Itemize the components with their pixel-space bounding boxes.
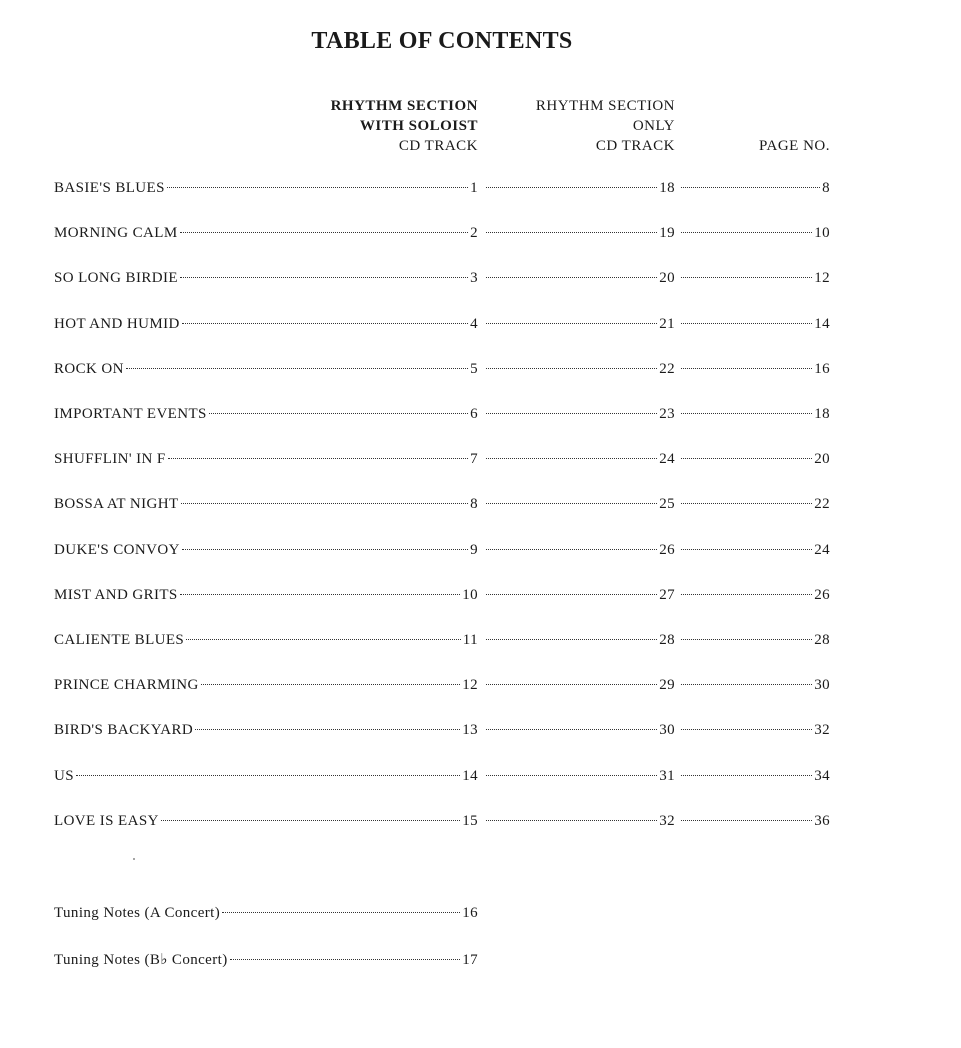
page-number-entry <box>679 496 830 513</box>
soloist-track-entry <box>54 180 478 197</box>
soloist-track-entry <box>54 451 478 468</box>
dot-leader <box>180 594 461 595</box>
number-value: 14 <box>462 768 478 784</box>
list-item <box>54 361 830 383</box>
dot-leader <box>681 820 812 821</box>
number-value: 3 <box>470 270 478 286</box>
soloist-track-entry <box>54 587 478 604</box>
tune-title: US <box>54 768 74 784</box>
page-number-entry <box>679 768 830 785</box>
tune-title: IMPORTANT EVENTS <box>54 406 207 422</box>
number-value: 32 <box>814 722 830 738</box>
dot-leader <box>681 775 812 776</box>
number-value: 27 <box>659 587 675 603</box>
rhythm-track-entry <box>484 316 675 333</box>
dot-leader <box>681 684 812 685</box>
number-value: 29 <box>659 677 675 693</box>
rhythm-track-entry <box>484 632 675 649</box>
rhythm-track-entry <box>484 451 675 468</box>
dot-leader <box>681 187 820 188</box>
header-with-soloist-line3: CD TRACK <box>398 138 478 154</box>
page-number-entry <box>679 180 830 197</box>
number-value: 26 <box>814 587 830 603</box>
rhythm-track-entry <box>484 677 675 694</box>
rhythm-track-entry <box>484 722 675 739</box>
number-value: 20 <box>814 451 830 467</box>
tune-title: BASIE'S BLUES <box>54 180 165 196</box>
dot-leader <box>681 729 812 730</box>
list-item <box>54 813 830 835</box>
header-with-soloist-line1: RHYTHM SECTION <box>330 98 478 114</box>
header-with-soloist <box>280 96 478 156</box>
list-item <box>54 677 830 699</box>
soloist-track-entry <box>54 813 478 830</box>
number-value: 28 <box>814 632 830 648</box>
tune-title: MIST AND GRITS <box>54 587 178 603</box>
tune-title: Tuning Notes (B♭ Concert) <box>54 952 228 968</box>
number-value: 36 <box>814 813 830 829</box>
list-item <box>54 225 830 247</box>
dot-leader <box>201 684 460 685</box>
page-number-entry <box>679 225 830 242</box>
header-rhythm-only-line1: RHYTHM SECTION <box>535 98 675 114</box>
number-value: 14 <box>814 316 830 332</box>
dot-leader <box>486 684 657 685</box>
number-value: 12 <box>814 270 830 286</box>
rhythm-track-entry <box>484 270 675 287</box>
soloist-track-entry <box>54 768 478 785</box>
dot-leader <box>681 413 812 414</box>
soloist-track-entry <box>54 542 478 559</box>
tune-title: CALIENTE BLUES <box>54 632 185 648</box>
number-value: 19 <box>659 225 675 241</box>
list-item <box>54 270 830 292</box>
list-item <box>54 496 830 518</box>
dot-leader <box>182 323 468 324</box>
number-value: 16 <box>462 905 478 921</box>
number-value: 17 <box>462 952 478 968</box>
number-value: 34 <box>814 768 830 784</box>
dot-leader <box>486 503 657 504</box>
header-rhythm-only-line3: CD TRACK <box>595 138 675 154</box>
dot-leader <box>681 503 812 504</box>
header-page-no <box>700 136 830 156</box>
page-number-entry <box>679 361 830 378</box>
dot-leader <box>486 820 657 821</box>
dot-leader <box>486 775 657 776</box>
number-value: 10 <box>462 587 478 603</box>
rhythm-track-entry <box>484 496 675 513</box>
tune-title: HOT AND HUMID <box>54 316 180 332</box>
soloist-track-entry <box>54 632 478 649</box>
page-number-entry <box>679 270 830 287</box>
number-value: 22 <box>659 361 675 377</box>
tune-title: Tuning Notes (A Concert) <box>54 905 221 921</box>
list-item <box>54 542 830 564</box>
page-number-entry <box>679 587 830 604</box>
number-value: 21 <box>659 316 675 332</box>
number-value: 30 <box>659 722 675 738</box>
tune-title: SHUFFLIN' IN F <box>54 451 166 467</box>
dot-leader <box>486 549 657 550</box>
dot-leader <box>486 187 657 188</box>
number-value: 31 <box>659 768 675 784</box>
rhythm-track-entry <box>484 768 675 785</box>
tune-title: BOSSA AT NIGHT <box>54 496 179 512</box>
stray-mark <box>133 858 135 860</box>
page-number-entry <box>679 813 830 830</box>
soloist-track-entry <box>54 225 478 242</box>
number-value: 1 <box>470 180 478 196</box>
dot-leader <box>486 594 657 595</box>
dot-leader <box>161 820 460 821</box>
page-number-entry <box>679 677 830 694</box>
number-value: 30 <box>814 677 830 693</box>
dot-leader <box>486 458 657 459</box>
soloist-track-entry <box>54 270 478 287</box>
list-item <box>54 768 830 790</box>
page-number-entry <box>679 542 830 559</box>
rhythm-track-entry <box>484 361 675 378</box>
dot-leader <box>180 232 469 233</box>
dot-leader <box>486 368 657 369</box>
header-rhythm-only-line2: ONLY <box>632 118 675 134</box>
number-value: 10 <box>814 225 830 241</box>
number-value: 5 <box>470 361 478 377</box>
dot-leader <box>180 277 468 278</box>
number-value: 8 <box>470 496 478 512</box>
soloist-track-entry <box>54 316 478 333</box>
dot-leader <box>681 594 812 595</box>
number-value: 28 <box>659 632 675 648</box>
page-number-entry <box>679 316 830 333</box>
header-rhythm-only <box>480 96 675 156</box>
number-value: 18 <box>814 406 830 422</box>
page-number-entry <box>679 406 830 423</box>
dot-leader <box>681 368 812 369</box>
list-item <box>54 180 830 202</box>
tune-title: SO LONG BIRDIE <box>54 270 178 286</box>
number-value: 8 <box>822 180 830 196</box>
page-title: TABLE OF CONTENTS <box>311 28 573 54</box>
number-value: 15 <box>462 813 478 829</box>
rhythm-track-entry <box>484 813 675 830</box>
dot-leader <box>195 729 460 730</box>
tune-title: LOVE IS EASY <box>54 813 159 829</box>
tune-title: PRINCE CHARMING <box>54 677 199 693</box>
dot-leader <box>486 729 657 730</box>
number-value: 2 <box>470 225 478 241</box>
number-value: 18 <box>659 180 675 196</box>
dot-leader <box>681 277 812 278</box>
dot-leader <box>681 458 812 459</box>
number-value: 11 <box>462 632 478 648</box>
number-value: 6 <box>470 406 478 422</box>
dot-leader <box>681 323 812 324</box>
dot-leader <box>209 413 468 414</box>
number-value: 9 <box>470 542 478 558</box>
dot-leader <box>486 413 657 414</box>
list-item <box>54 451 830 473</box>
number-value: 26 <box>659 542 675 558</box>
soloist-track-entry <box>54 677 478 694</box>
dot-leader <box>681 549 812 550</box>
tune-title: MORNING CALM <box>54 225 178 241</box>
tuning-track-entry <box>54 950 478 969</box>
number-value: 32 <box>659 813 675 829</box>
header-page-no-label: PAGE NO. <box>759 138 830 154</box>
page-number-entry <box>679 632 830 649</box>
dot-leader <box>681 639 812 640</box>
dot-leader <box>126 368 468 369</box>
tuning-notes-item <box>54 905 830 927</box>
soloist-track-entry <box>54 722 478 739</box>
dot-leader <box>76 775 460 776</box>
soloist-track-entry <box>54 361 478 378</box>
dot-leader <box>181 503 469 504</box>
rhythm-track-entry <box>484 587 675 604</box>
dot-leader <box>222 912 460 913</box>
number-value: 16 <box>814 361 830 377</box>
dot-leader <box>486 323 657 324</box>
dot-leader <box>182 549 468 550</box>
rhythm-track-entry <box>484 225 675 242</box>
header-with-soloist-line2: WITH SOLOIST <box>359 118 478 134</box>
list-item <box>54 632 830 654</box>
page-number-entry <box>679 451 830 468</box>
tuning-track-entry <box>54 905 478 922</box>
page-number-entry <box>679 722 830 739</box>
number-value: 23 <box>659 406 675 422</box>
tune-title: ROCK ON <box>54 361 124 377</box>
rhythm-track-entry <box>484 180 675 197</box>
dot-leader <box>486 639 657 640</box>
soloist-track-entry <box>54 406 478 423</box>
number-value: 12 <box>462 677 478 693</box>
number-value: 4 <box>470 316 478 332</box>
dot-leader <box>230 959 461 960</box>
list-item <box>54 587 830 609</box>
number-value: 24 <box>814 542 830 558</box>
rhythm-track-entry <box>484 406 675 423</box>
dot-leader <box>681 232 812 233</box>
number-value: 22 <box>814 496 830 512</box>
number-value: 20 <box>659 270 675 286</box>
dot-leader <box>486 232 657 233</box>
dot-leader <box>167 187 468 188</box>
rhythm-track-entry <box>484 542 675 559</box>
list-item <box>54 722 830 744</box>
dot-leader <box>168 458 468 459</box>
tune-title: BIRD'S BACKYARD <box>54 722 194 738</box>
dot-leader <box>186 639 461 640</box>
list-item <box>54 316 830 338</box>
list-item <box>54 406 830 428</box>
dot-leader <box>486 277 657 278</box>
soloist-track-entry <box>54 496 478 513</box>
number-value: 7 <box>470 451 478 467</box>
tune-title: DUKE'S CONVOY <box>54 542 180 558</box>
number-value: 13 <box>462 722 478 738</box>
tuning-notes-item <box>54 950 830 972</box>
number-value: 24 <box>659 451 675 467</box>
number-value: 25 <box>659 496 675 512</box>
